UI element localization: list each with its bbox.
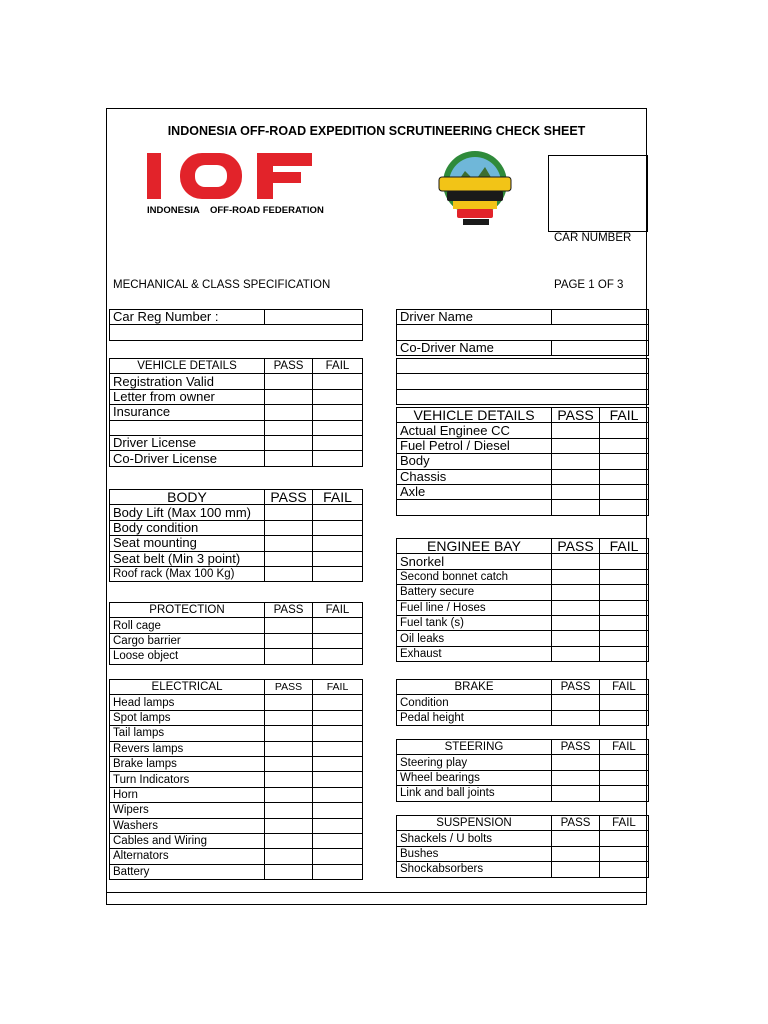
check-item-label: Wipers — [110, 803, 265, 818]
check-item-label: Battery — [110, 864, 265, 879]
check-item-label: Battery secure — [397, 585, 552, 600]
check-sheet — [106, 108, 647, 905]
pass-checkbox[interactable] — [552, 631, 600, 646]
pass-checkbox[interactable] — [265, 618, 313, 633]
fail-checkbox[interactable] — [600, 755, 649, 770]
body-header: BODY — [110, 490, 265, 505]
fail-checkbox[interactable] — [600, 484, 649, 499]
check-item-label: Wheel bearings — [397, 770, 552, 785]
pass-checkbox[interactable] — [265, 536, 313, 551]
pass-checkbox[interactable] — [265, 726, 313, 741]
check-item-label: Snorkel — [397, 554, 552, 569]
protection-header: PROTECTION — [110, 603, 265, 618]
pass-checkbox[interactable] — [552, 615, 600, 630]
fail-checkbox[interactable] — [313, 551, 363, 566]
steering-header: STEERING — [397, 740, 552, 755]
pass-checkbox[interactable] — [552, 438, 600, 453]
pass-checkbox[interactable] — [552, 755, 600, 770]
page-indicator: PAGE 1 OF 3 — [554, 279, 624, 291]
check-item-label: Link and ball joints — [397, 786, 552, 801]
pass-checkbox[interactable] — [265, 505, 313, 520]
check-item-label: Actual Enginee CC — [397, 423, 552, 438]
fail-checkbox[interactable] — [313, 833, 363, 848]
check-item-label: Body condition — [110, 520, 265, 535]
engine-bay-table — [396, 538, 649, 662]
check-item-label: Chassis — [397, 469, 552, 484]
car-number-label: CAR NUMBER — [554, 232, 632, 244]
pass-checkbox[interactable] — [265, 551, 313, 566]
fail-checkbox[interactable] — [313, 649, 363, 664]
co-driver-name-input[interactable] — [552, 340, 649, 355]
check-item-label: Axle — [397, 484, 552, 499]
pass-header: PASS — [552, 740, 600, 755]
vehicle-details-table — [109, 358, 363, 467]
pass-checkbox[interactable] — [265, 818, 313, 833]
check-item-label: Letter from owner — [110, 389, 265, 404]
pass-checkbox[interactable] — [552, 585, 600, 600]
fail-checkbox[interactable] — [600, 646, 649, 661]
pass-checkbox[interactable] — [265, 756, 313, 771]
check-item-label — [397, 500, 552, 515]
suspension-table — [396, 815, 649, 878]
electrical-header: ELECTRICAL — [110, 680, 265, 695]
logo-subtitle: INDONESIA OFF-ROAD FEDERATION — [147, 205, 324, 216]
car-reg-label: Car Reg Number : — [110, 310, 265, 325]
pass-checkbox[interactable] — [552, 500, 600, 515]
right-vehicle-details-table — [396, 407, 649, 516]
pass-checkbox[interactable] — [552, 600, 600, 615]
pass-checkbox[interactable] — [265, 389, 313, 404]
check-item-label: Pedal height — [397, 710, 552, 725]
pass-checkbox[interactable] — [552, 484, 600, 499]
fail-checkbox[interactable] — [313, 772, 363, 787]
car-reg-input[interactable] — [265, 310, 363, 325]
check-item-label: Head lamps — [110, 695, 265, 710]
check-item-label: Washers — [110, 818, 265, 833]
check-item-label: Shackels / U bolts — [397, 831, 552, 846]
check-item-label: Exhaust — [397, 646, 552, 661]
pass-checkbox[interactable] — [265, 710, 313, 725]
fail-checkbox[interactable] — [313, 374, 363, 389]
engine-bay-header: ENGINEE BAY — [397, 539, 552, 554]
vehicle-details-header: VEHICLE DETAILS — [397, 408, 552, 423]
pass-header: PASS — [265, 359, 313, 374]
check-item-label: Oil leaks — [397, 631, 552, 646]
check-item-label: Co-Driver License — [110, 451, 265, 466]
fail-checkbox[interactable] — [313, 389, 363, 404]
pass-checkbox[interactable] — [552, 554, 600, 569]
pass-checkbox[interactable] — [265, 451, 313, 466]
fail-checkbox[interactable] — [313, 787, 363, 802]
pass-checkbox[interactable] — [552, 710, 600, 725]
check-item-label: Alternators — [110, 849, 265, 864]
check-item-label: Cables and Wiring — [110, 833, 265, 848]
sheet-title: INDONESIA OFF-ROAD EXPEDITION SCRUTINEERING CHECK SHEET — [167, 124, 586, 138]
pass-header: PASS — [552, 816, 600, 831]
fail-checkbox[interactable] — [600, 585, 649, 600]
fail-checkbox[interactable] — [313, 420, 363, 435]
fail-checkbox[interactable] — [313, 864, 363, 879]
brake-header: BRAKE — [397, 680, 552, 695]
check-item-label: Cargo barrier — [110, 633, 265, 648]
fail-checkbox[interactable] — [600, 423, 649, 438]
fail-checkbox[interactable] — [313, 405, 363, 420]
check-item-label: Horn — [110, 787, 265, 802]
fail-checkbox[interactable] — [600, 500, 649, 515]
fail-checkbox[interactable] — [600, 786, 649, 801]
fail-checkbox[interactable] — [313, 633, 363, 648]
fail-checkbox[interactable] — [600, 600, 649, 615]
protection-table — [109, 602, 363, 665]
pass-checkbox[interactable] — [552, 454, 600, 469]
fail-checkbox[interactable] — [313, 710, 363, 725]
fail-checkbox[interactable] — [313, 505, 363, 520]
fail-header: FAIL — [600, 408, 649, 423]
pass-checkbox[interactable] — [265, 420, 313, 435]
check-item-label: Insurance — [110, 405, 265, 420]
fail-header: FAIL — [600, 539, 649, 554]
fail-checkbox[interactable] — [313, 451, 363, 466]
fail-checkbox[interactable] — [313, 803, 363, 818]
check-item-label: Seat belt (Min 3 point) — [110, 551, 265, 566]
check-item-label: Fuel tank (s) — [397, 615, 552, 630]
pass-header: PASS — [552, 680, 600, 695]
fail-checkbox[interactable] — [600, 615, 649, 630]
check-item-label: Seat mounting — [110, 536, 265, 551]
fail-checkbox[interactable] — [313, 756, 363, 771]
section-label: MECHANICAL & CLASS SPECIFICATION — [113, 279, 331, 291]
pass-checkbox[interactable] — [552, 695, 600, 710]
fail-header: FAIL — [313, 359, 363, 374]
fail-checkbox[interactable] — [313, 726, 363, 741]
expedition-badge-logo — [433, 147, 517, 229]
check-item-label: Fuel line / Hoses — [397, 600, 552, 615]
pass-checkbox[interactable] — [265, 520, 313, 535]
suspension-header: SUSPENSION — [397, 816, 552, 831]
driver-name-label: Driver Name — [397, 310, 552, 325]
check-item-label: Fuel Petrol / Diesel — [397, 438, 552, 453]
check-item-label: Condition — [397, 695, 552, 710]
fail-checkbox[interactable] — [313, 618, 363, 633]
pass-checkbox[interactable] — [265, 849, 313, 864]
fail-checkbox[interactable] — [313, 818, 363, 833]
fail-checkbox[interactable] — [600, 554, 649, 569]
check-item-label: Turn Indicators — [110, 772, 265, 787]
right-spacer-table — [396, 358, 649, 405]
iof-logo — [147, 153, 312, 199]
pass-checkbox[interactable] — [265, 803, 313, 818]
pass-checkbox[interactable] — [265, 435, 313, 450]
check-item-label: Driver License — [110, 435, 265, 450]
pass-checkbox[interactable] — [552, 862, 600, 877]
pass-checkbox[interactable] — [552, 770, 600, 785]
check-item-label: Steering play — [397, 755, 552, 770]
pass-header: PASS — [265, 603, 313, 618]
pass-checkbox[interactable] — [552, 831, 600, 846]
check-item-label: Roll cage — [110, 618, 265, 633]
pass-checkbox[interactable] — [265, 864, 313, 879]
fail-header: FAIL — [600, 680, 649, 695]
check-item-label: Tail lamps — [110, 726, 265, 741]
electrical-table — [109, 679, 363, 880]
pass-checkbox[interactable] — [265, 772, 313, 787]
fail-checkbox[interactable] — [600, 631, 649, 646]
check-item-label: Registration Valid — [110, 374, 265, 389]
check-item-label: Shockabsorbers — [397, 862, 552, 877]
blank-row[interactable] — [397, 374, 649, 389]
body-table — [109, 489, 363, 582]
pass-checkbox[interactable] — [265, 374, 313, 389]
fail-checkbox[interactable] — [600, 438, 649, 453]
pass-checkbox[interactable] — [265, 833, 313, 848]
pass-checkbox[interactable] — [552, 846, 600, 861]
driver-name-input[interactable] — [552, 310, 649, 325]
fail-checkbox[interactable] — [313, 435, 363, 450]
fail-header: FAIL — [313, 490, 363, 505]
fail-checkbox[interactable] — [600, 770, 649, 785]
car-reg-extra-row[interactable] — [110, 325, 363, 340]
pass-checkbox[interactable] — [552, 786, 600, 801]
fail-checkbox[interactable] — [313, 566, 363, 581]
fail-checkbox[interactable] — [313, 695, 363, 710]
brake-table — [396, 679, 649, 726]
fail-header: FAIL — [313, 680, 363, 695]
steering-table — [396, 739, 649, 802]
pass-checkbox[interactable] — [552, 423, 600, 438]
check-item-label: Loose object — [110, 649, 265, 664]
pass-checkbox[interactable] — [265, 566, 313, 581]
pass-checkbox[interactable] — [265, 405, 313, 420]
fail-checkbox[interactable] — [600, 862, 649, 877]
check-item-label: Brake lamps — [110, 756, 265, 771]
check-item-label: Body Lift (Max 100 mm) — [110, 505, 265, 520]
driver-names-table — [396, 309, 649, 356]
pass-checkbox[interactable] — [265, 633, 313, 648]
pass-header: PASS — [265, 490, 313, 505]
blank-row[interactable] — [397, 389, 649, 404]
fail-checkbox[interactable] — [313, 849, 363, 864]
check-item-label: Bushes — [397, 846, 552, 861]
fail-checkbox[interactable] — [600, 469, 649, 484]
pass-checkbox[interactable] — [552, 569, 600, 584]
driver-extra-row[interactable] — [397, 325, 649, 340]
fail-checkbox[interactable] — [313, 741, 363, 756]
check-item-label: Revers lamps — [110, 741, 265, 756]
check-item-label: Spot lamps — [110, 710, 265, 725]
fail-header: FAIL — [600, 740, 649, 755]
pass-checkbox[interactable] — [265, 695, 313, 710]
fail-checkbox[interactable] — [600, 831, 649, 846]
fail-header: FAIL — [600, 816, 649, 831]
fail-checkbox[interactable] — [313, 520, 363, 535]
fail-checkbox[interactable] — [600, 569, 649, 584]
fail-checkbox[interactable] — [600, 710, 649, 725]
pass-checkbox[interactable] — [265, 741, 313, 756]
pass-checkbox[interactable] — [552, 646, 600, 661]
check-item-label: Body — [397, 454, 552, 469]
bottom-rule — [107, 892, 646, 893]
fail-checkbox[interactable] — [600, 454, 649, 469]
vehicle-details-header: VEHICLE DETAILS — [110, 359, 265, 374]
pass-checkbox[interactable] — [265, 649, 313, 664]
car-number-box[interactable] — [548, 155, 648, 232]
pass-checkbox[interactable] — [265, 787, 313, 802]
fail-checkbox[interactable] — [600, 695, 649, 710]
check-item-label: Second bonnet catch — [397, 569, 552, 584]
fail-header: FAIL — [313, 603, 363, 618]
check-item-label — [110, 420, 265, 435]
car-reg-table — [109, 309, 363, 341]
fail-checkbox[interactable] — [313, 536, 363, 551]
blank-row[interactable] — [397, 359, 649, 374]
pass-header: PASS — [552, 408, 600, 423]
pass-header: PASS — [265, 680, 313, 695]
fail-checkbox[interactable] — [600, 846, 649, 861]
pass-checkbox[interactable] — [552, 469, 600, 484]
check-item-label: Roof rack (Max 100 Kg) — [110, 566, 265, 581]
pass-header: PASS — [552, 539, 600, 554]
co-driver-name-label: Co-Driver Name — [397, 340, 552, 355]
